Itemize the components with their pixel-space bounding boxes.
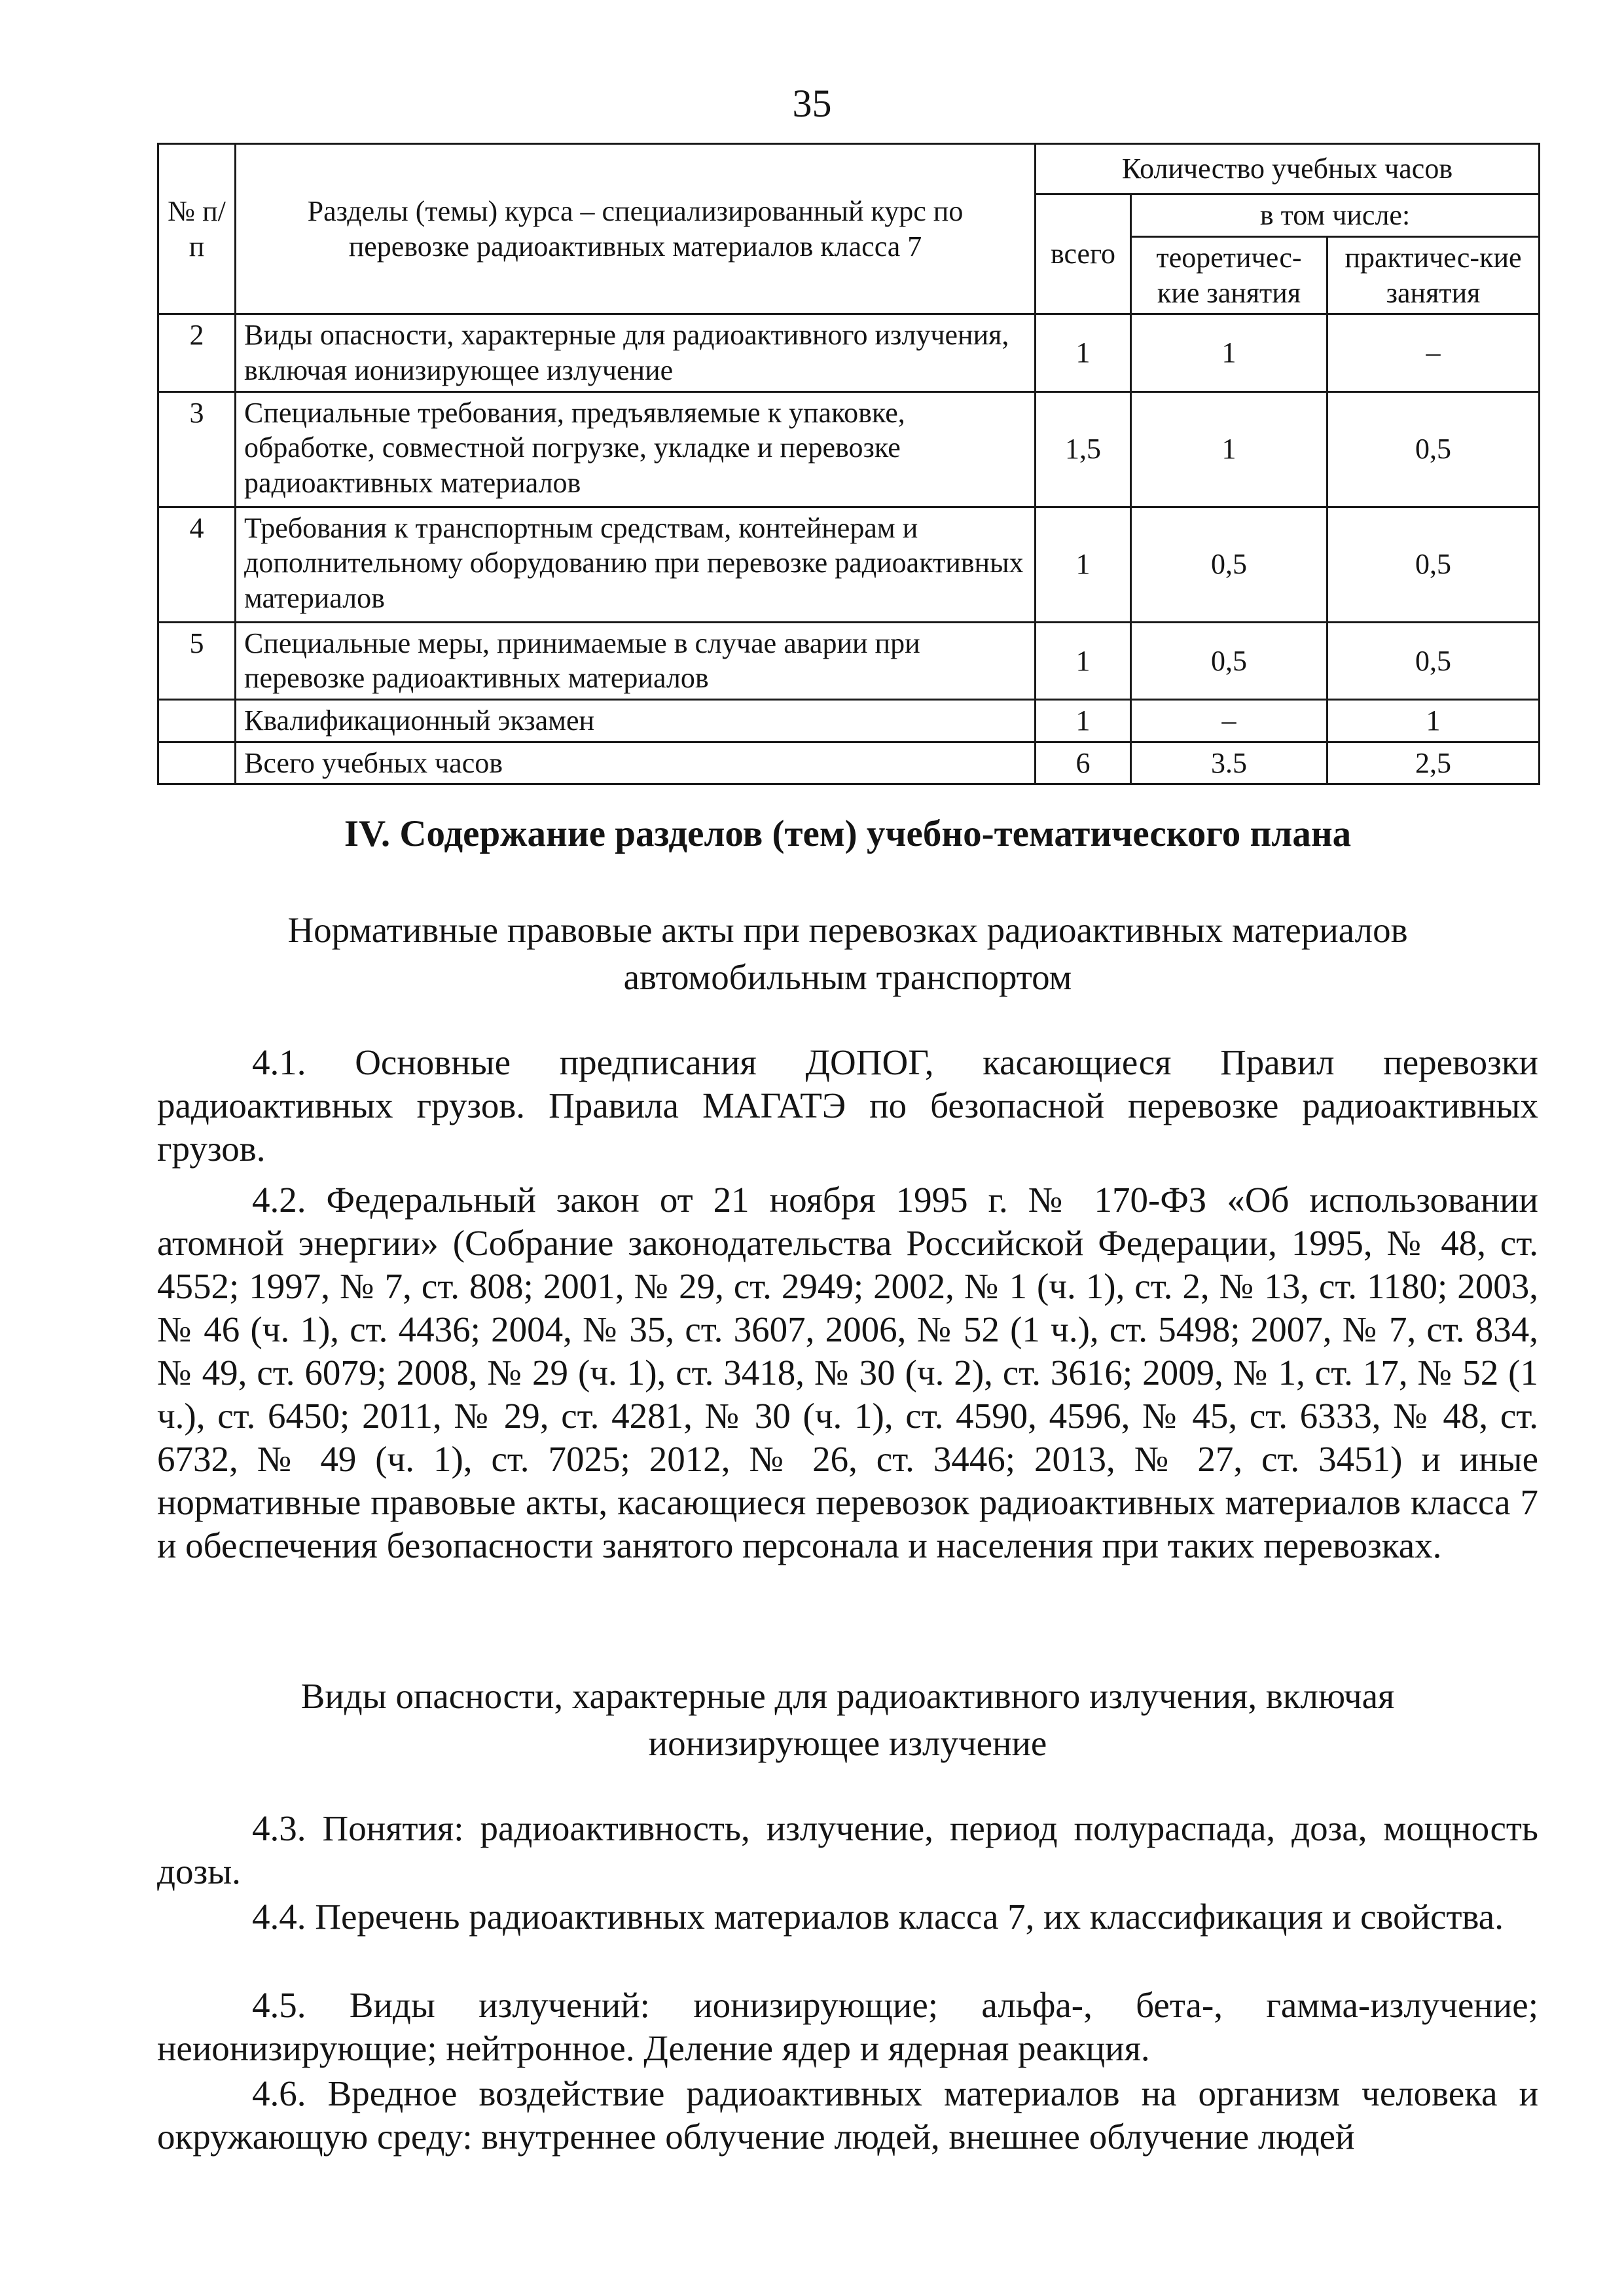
row-practice: 0,5 [1327, 622, 1540, 699]
paragraph-4-3: 4.3. Понятия: радиоактивность, излучение, период полураспада, доза, мощность дозы. [157, 1808, 1538, 1891]
total-theory: 3.5 [1131, 742, 1327, 784]
table-row [158, 314, 1540, 392]
header-theory: теоретичес-кие занятия [1131, 237, 1327, 314]
row-theory: 0,5 [1131, 507, 1327, 622]
row-practice: 1 [1327, 700, 1540, 742]
table-row [158, 392, 1540, 507]
header-hours: Количество учебных часов [1036, 144, 1540, 194]
total-label: Всего учебных часов [236, 742, 1036, 784]
row-total: 1,5 [1036, 392, 1131, 507]
section-heading: IV. Содержание разделов (тем) учебно-тематического плана [344, 813, 1352, 854]
total-practice: 2,5 [1327, 742, 1540, 784]
row-theory: 1 [1131, 392, 1327, 507]
total-num [158, 742, 236, 784]
table-row [158, 700, 1540, 742]
row-total: 1 [1036, 507, 1131, 622]
subheading-line: автомобильным транспортом [623, 957, 1072, 997]
header-num: № п/п [158, 144, 236, 314]
paragraph-4-5: 4.5. Виды излучений: ионизирующие; альфа-, бета-, гамма-излучение; неионизирующие; нейтронное. Деление ядер и ядерная реакция. [157, 1985, 1538, 2068]
row-num: 4 [158, 507, 236, 622]
subheading-hazards [196, 1673, 1499, 1767]
row-theory: 0,5 [1131, 622, 1327, 699]
row-topic: Квалификационный экзамен [236, 700, 1036, 742]
header-practice: практичес-кие занятия [1327, 237, 1540, 314]
row-topic: Специальные требования, предъявляемые к упаковке, обработке, совместной погрузке, укладке и перевозке радиоактивных материалов [236, 392, 1036, 507]
row-total: 1 [1036, 314, 1131, 392]
row-total: 1 [1036, 700, 1131, 742]
table-row [158, 622, 1540, 699]
header-total: всего [1036, 194, 1131, 314]
subheading-line: Виды опасности, характерные для радиоактивного излучения, включая [300, 1676, 1395, 1716]
row-practice: 0,5 [1327, 392, 1540, 507]
paragraph-4-1: 4.1. Основные предписания ДОПОГ, касающиеся Правил перевозки радиоактивных грузов. Правила МАГАТЭ по безопасной перевозке радиоактивных грузов. [157, 1042, 1538, 1169]
row-total: 1 [1036, 622, 1131, 699]
header-including: в том числе: [1131, 194, 1540, 237]
table-row [158, 507, 1540, 622]
row-theory: – [1131, 700, 1327, 742]
paragraph-4-6: 4.6. Вредное воздействие радиоактивных материалов на организм человека и окружающую среду: внутреннее облучение людей, внешнее облучение людей [157, 2073, 1538, 2157]
row-topic: Виды опасности, характерные для радиоактивного излучения, включая ионизирующее излучение [236, 314, 1036, 392]
row-practice: 0,5 [1327, 507, 1540, 622]
row-topic: Специальные меры, принимаемые в случае аварии при перевозке радиоактивных материалов [236, 622, 1036, 699]
row-num [158, 700, 236, 742]
subheading-line: Нормативные правовые акты при перевозках радиоактивных материалов [287, 910, 1408, 950]
table-total-row [158, 742, 1540, 784]
total-hours: 6 [1036, 742, 1131, 784]
subheading-regulations [196, 907, 1499, 1001]
row-practice: – [1327, 314, 1540, 392]
row-num: 3 [158, 392, 236, 507]
paragraph-4-2: 4.2. Федеральный закон от 21 ноября 1995 г. № 170-ФЗ «Об использовании атомной энергии» (Собрание законодательства Российской Федерации, 1995, № 48, ст. 4552; 1997, № 7, ст. 808; 2001, № 29, ст. 2949; 2002, № 1 (ч. 1), ст. 2, № 13, ст. 1180; 2003, № 46 (ч. 1), ст. 4436; 2004, № 35, ст. 3607, 2006, № 52 (1 ч.), ст. 5498; 2007, № 7, ст. 834, № 49, ст. 6079; 2008, № 29 (ч. 1), ст. 3418, № 30 (ч. 2), ст. 3616; 2009, № 1, ст. 17, № 52 (1 ч.), ст. 6450; 2011, № 29, ст. 4281, № 30 (ч. 1), ст. 4590, 4596, № 45, ст. 6333, № 48, ст. 6732, № 49 (ч. 1), ст. 7025; 2012, № 26, ст. 3446; 2013, № 27, ст. 3451) и иные нормативные правовые акты, касающиеся перевозок радиоактивных материалов класса 7 и обеспечения безопасности занятого персонала и населения при таких перевозках. [157, 1180, 1538, 1565]
row-topic: Требования к транспортным средствам, контейнерам и дополнительному оборудованию при перевозке радиоактивных материалов [236, 507, 1036, 622]
subheading-line: ионизирующее излучение [648, 1723, 1047, 1763]
row-num: 2 [158, 314, 236, 392]
header-topic: Разделы (темы) курса – специализированный курс по перевозке радиоактивных материалов класса 7 [236, 144, 1036, 314]
paragraph-4-4: 4.4. Перечень радиоактивных материалов класса 7, их классификация и свойства. [252, 1897, 1504, 1937]
table-header-row [158, 144, 1540, 194]
curriculum-table [157, 143, 1540, 785]
row-num: 5 [158, 622, 236, 699]
page-number: 35 [792, 82, 832, 125]
row-theory: 1 [1131, 314, 1327, 392]
